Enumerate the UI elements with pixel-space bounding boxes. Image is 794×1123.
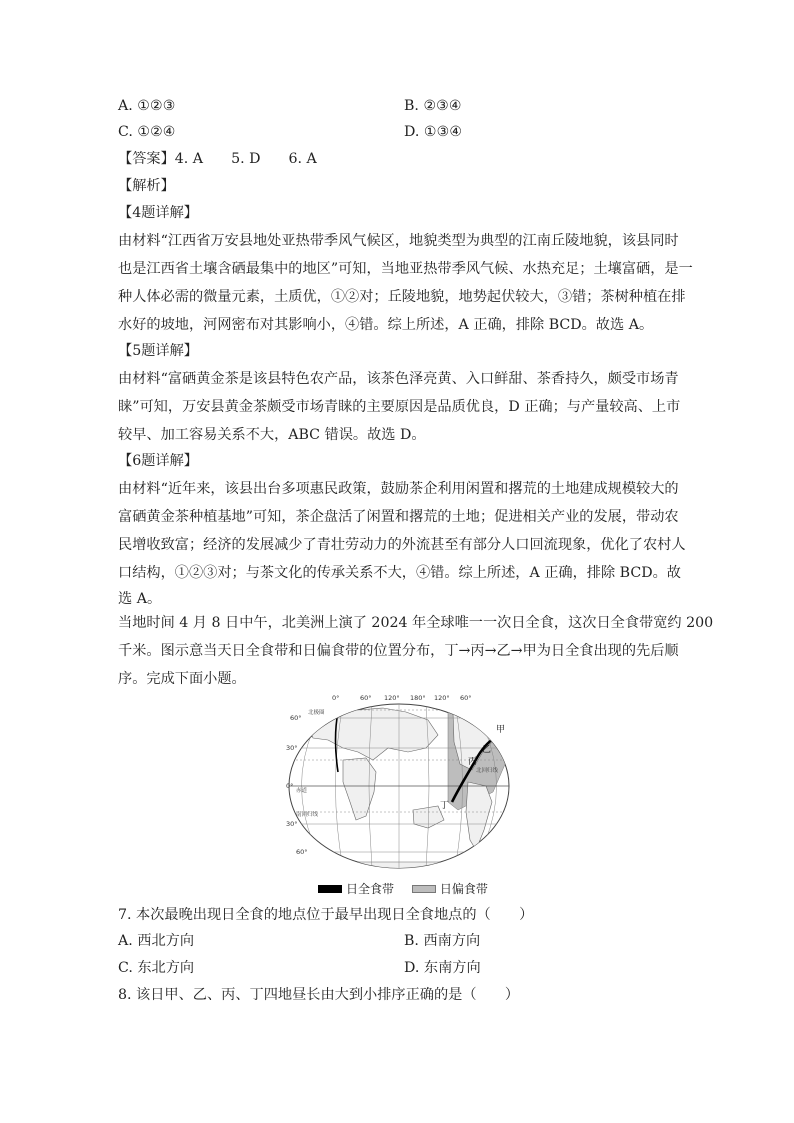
q6-heading: 【6题详解】 [118,453,198,469]
q6-line: 由材料“近年来，该县出台多项惠民政策，鼓励茶企利用闲置和撂荒的土地建成规模较大的 [118,481,679,497]
answer-4: 4. A [174,151,204,167]
south-tropic-label: 南回归线 [296,812,319,818]
lat-label: 30° [286,744,298,752]
q6-line: 民增收致富；经济的发展减少了青壮劳动力的外流甚至有部分人口回流现象，优化了农村人 [118,537,686,553]
q4-line: 由材料“江西省万安县地处亚热带季风气候区，地貌类型为典型的江南丘陵地貌，该县同时 [118,233,679,249]
q5-line: 睐”可知，万安县黄金茶颇受市场青睐的主要原因是品质优良，D 正确；与产量较高、上市 [118,399,681,415]
lat-label: 30° [286,820,298,828]
south-america-shape [466,782,492,850]
q8-stem: 8. 该日甲、乙、丙、丁四地昼长由大到小排序正确的是（ ） [118,987,520,1003]
legend-partial-label: 日偏食带 [439,882,488,896]
q7-option-b: B. 西南方向 [404,933,481,949]
world-map [288,690,510,875]
world-map-figure [288,690,510,875]
q6-line: 富硒黄金茶种植基地”可知，茶企盘活了闲置和撂荒的土地；促进相关产业的发展，带动农 [118,509,679,525]
q5-line: 较早、加工容易关系不大，ABC 错误。故选 D。 [118,427,426,443]
lon-label: 0° [332,694,340,702]
option-b: B. ②③④ [404,98,462,114]
q4-line: 也是江西省土壤含硒最集中的地区”可知，当地亚热带季风气候、水热充足；土壤富硒，是一 [118,261,693,277]
q7-stem: 7. 本次最晚出现日全食的地点位于最早出现日全食地点的（ ） [118,907,534,923]
material-line: 序。完成下面小题。 [118,671,246,687]
q7-option-a: A. 西北方向 [118,933,195,949]
q5-heading: 【5题详解】 [118,343,198,359]
answer-5: 5. D [231,151,261,167]
option-c: C. ①②④ [118,124,176,140]
analysis-heading: 【解析】 [118,178,175,194]
point-ding-label: 丁 [440,801,450,811]
point-jia-label: 甲 [496,725,506,735]
answer-line [118,149,317,169]
arctic-label: 北极圈 [308,710,325,716]
lat-label: 60° [296,848,308,856]
q4-heading: 【4题详解】 [118,205,198,221]
point-bing-label: 丙 [468,757,478,767]
answer-6: 6. A [288,151,317,167]
legend-total-label: 日全食带 [346,882,395,896]
material-line: 当地时间 4 月 8 日中午，北美洲上演了 2024 年全球唯一一次日全食，这次日全食带宽约 200 [118,615,714,631]
equator-label: 赤道 [296,788,308,794]
answer-prefix: 【答案】 [118,151,175,167]
option-d: D. ①③④ [404,124,463,140]
antarctica-shape [318,862,478,875]
q7-option-d: D. 东南方向 [404,960,481,976]
lon-label: 120° [384,694,400,702]
q5-line: 由材料“富硒黄金茶是该县特色农产品，该茶色泽亮黄、入口鲜甜、茶香持久，颇受市场青 [118,371,679,387]
map-legend [318,880,502,896]
point-yi-label: 乙 [482,745,492,755]
legend-total-swatch [318,885,342,893]
legend-partial-swatch [412,885,436,893]
q4-line: 种人体必需的微量元素，土质优，①②对；丘陵地貌，地势起伏较大，③错；茶树种植在排 [118,289,686,305]
option-a: A. ①②③ [118,98,176,114]
lon-label: 60° [360,694,372,702]
lon-label: 120° [434,694,450,702]
material-line: 千米。图示意当天日全食带和日偏食带的位置分布，丁→丙→乙→甲为日全食出现的先后顺 [118,643,679,659]
q7-option-c: C. 东北方向 [118,960,195,976]
lon-label: 180° [410,694,426,702]
q6-line: 选 A。 [118,591,162,607]
lat-label: 0° [286,782,294,790]
q6-line: 口结构，①②③对；与茶文化的传承关系不大，④错。综上所述，A 正确，排除 BCD。故 [118,565,681,581]
q4-line: 水好的坡地，河网密布对其影响小，④错。综上所述，A 正确，排除 BCD。故选 A。 [118,317,654,333]
lon-label: 60° [460,694,472,702]
north-tropic-label: 北回归线 [476,768,499,774]
lat-label: 60° [290,714,302,722]
